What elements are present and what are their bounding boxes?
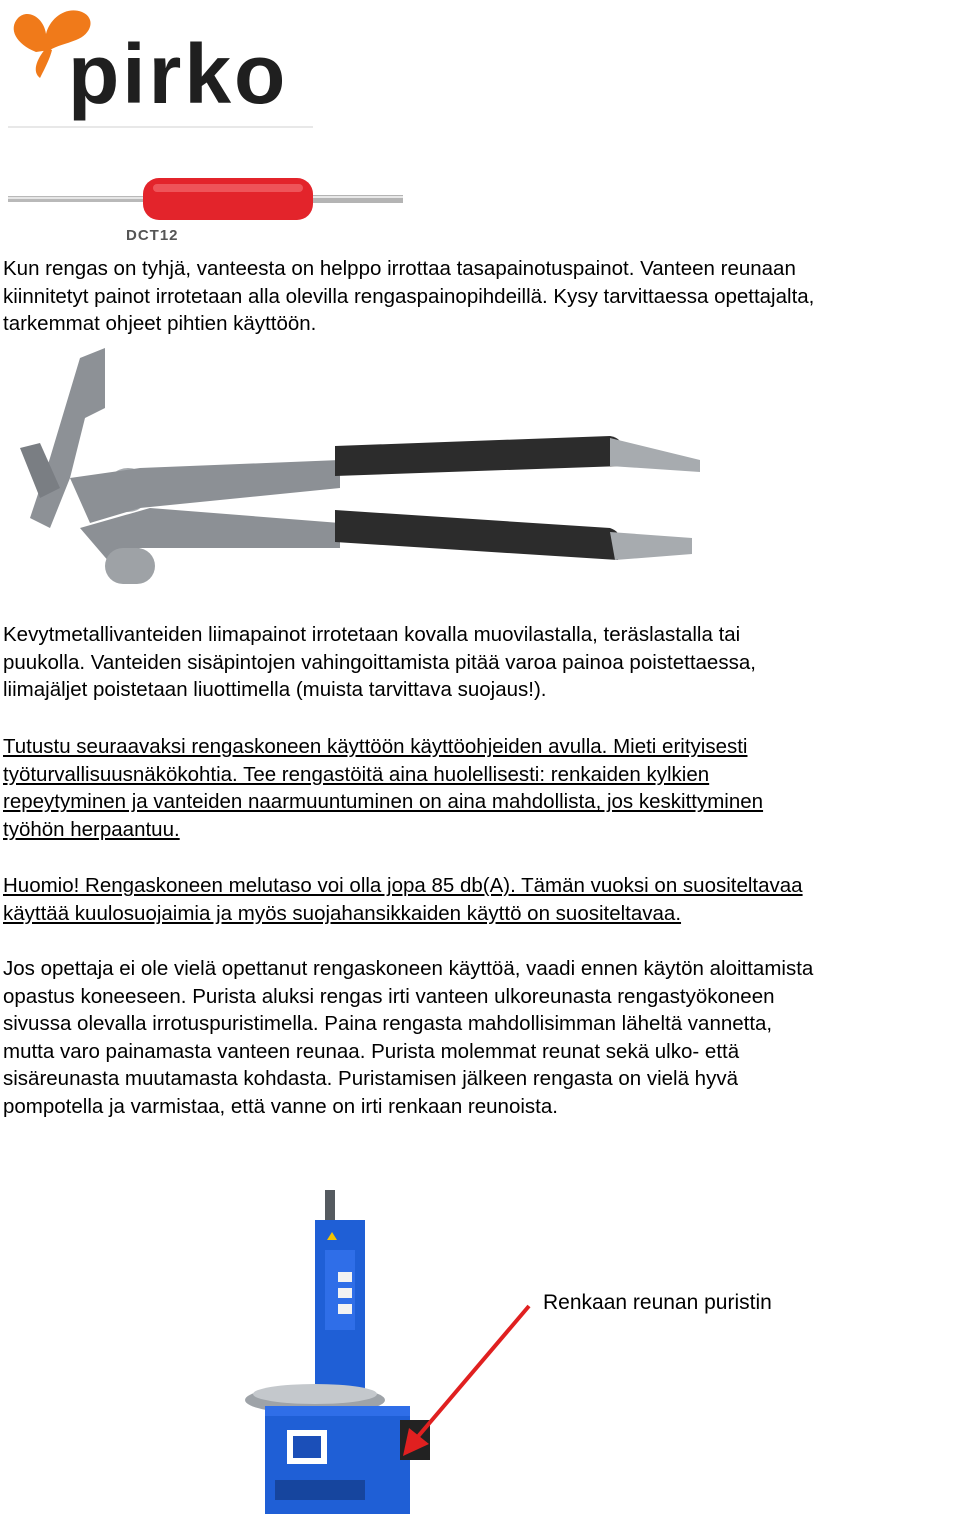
- paragraph-bead-breaker-instructions: Jos opettaja ei ole vielä opettanut rengaskoneen käyttöä, vaadi ennen käytön aloittamista opastus koneeseen. Purista aluksi rengas irti vanteen ulkoreunasta rengastyökoneen sivussa olevalla irrotuspuristimella. Paina rengasta mahdollisimman läheltä vannetta, mutta varo painamasta vanteen reunaa. Purista molemmat reunat sekä ulko- että sisäreunasta muutamasta kohdasta. Puristamisen jälkeen rengasta on vielä hyvä pompotella ja varmistaa, että vanne on irti renkaan reunoista.: [3, 957, 814, 1118]
- paragraph-weights-intro: Kun rengas on tyhjä, vanteesta on helppo irrottaa tasapainotuspainot. Vanteen reunaan kiinnitetyt painot irrotetaan alla olevilla rengaspainopihdeillä. Kysy tarvittaessa opettajalta, tarkemmat ohjeet pihtien käyttöön.: [3, 257, 815, 336]
- weight-pliers-image: [10, 348, 710, 588]
- logo-divider: [8, 126, 313, 128]
- logo-wordmark: pirko: [68, 27, 289, 121]
- paragraph-machine-manual: Tutustu seuraavaksi rengaskoneen käyttöön käyttöohjeiden avulla. Mieti erityisesti työturvallisuusnäkökohtia. Tee rengastöitä aina huolellisesti: renkaiden kylkien repeytyminen ja vanteiden naarmuuntuminen on aina mahdollista, jos keskittyminen työhön herpaantuu.: [3, 735, 764, 841]
- valve-tool-image: [8, 170, 408, 230]
- paragraph-adhesive-weights: Kevytmetallivanteiden liimapainot irrotetaan kovalla muovilastalla, teräslastalla tai puukolla. Vanteiden sisäpintojen vahingoittamista pitää varoa painoa poistettaessa, liimajäljet poistetaan liuottimella (muista tarvittava suojaus!).: [3, 623, 756, 702]
- paragraph-noise-warning: Huomio! Rengaskoneen melutaso voi olla jopa 85 db(A). Tämän vuoksi on suositeltavaa käyttää kuulosuojaimia ja myös suojahansikkaiden käyttö on suositeltavaa.: [3, 874, 803, 925]
- callout-arrow-icon: [395, 1300, 535, 1460]
- company-logo: [6, 4, 306, 130]
- tool-caption: DCT12: [126, 227, 179, 244]
- callout-label-bead-breaker: Renkaan reunan puristin: [543, 1291, 772, 1314]
